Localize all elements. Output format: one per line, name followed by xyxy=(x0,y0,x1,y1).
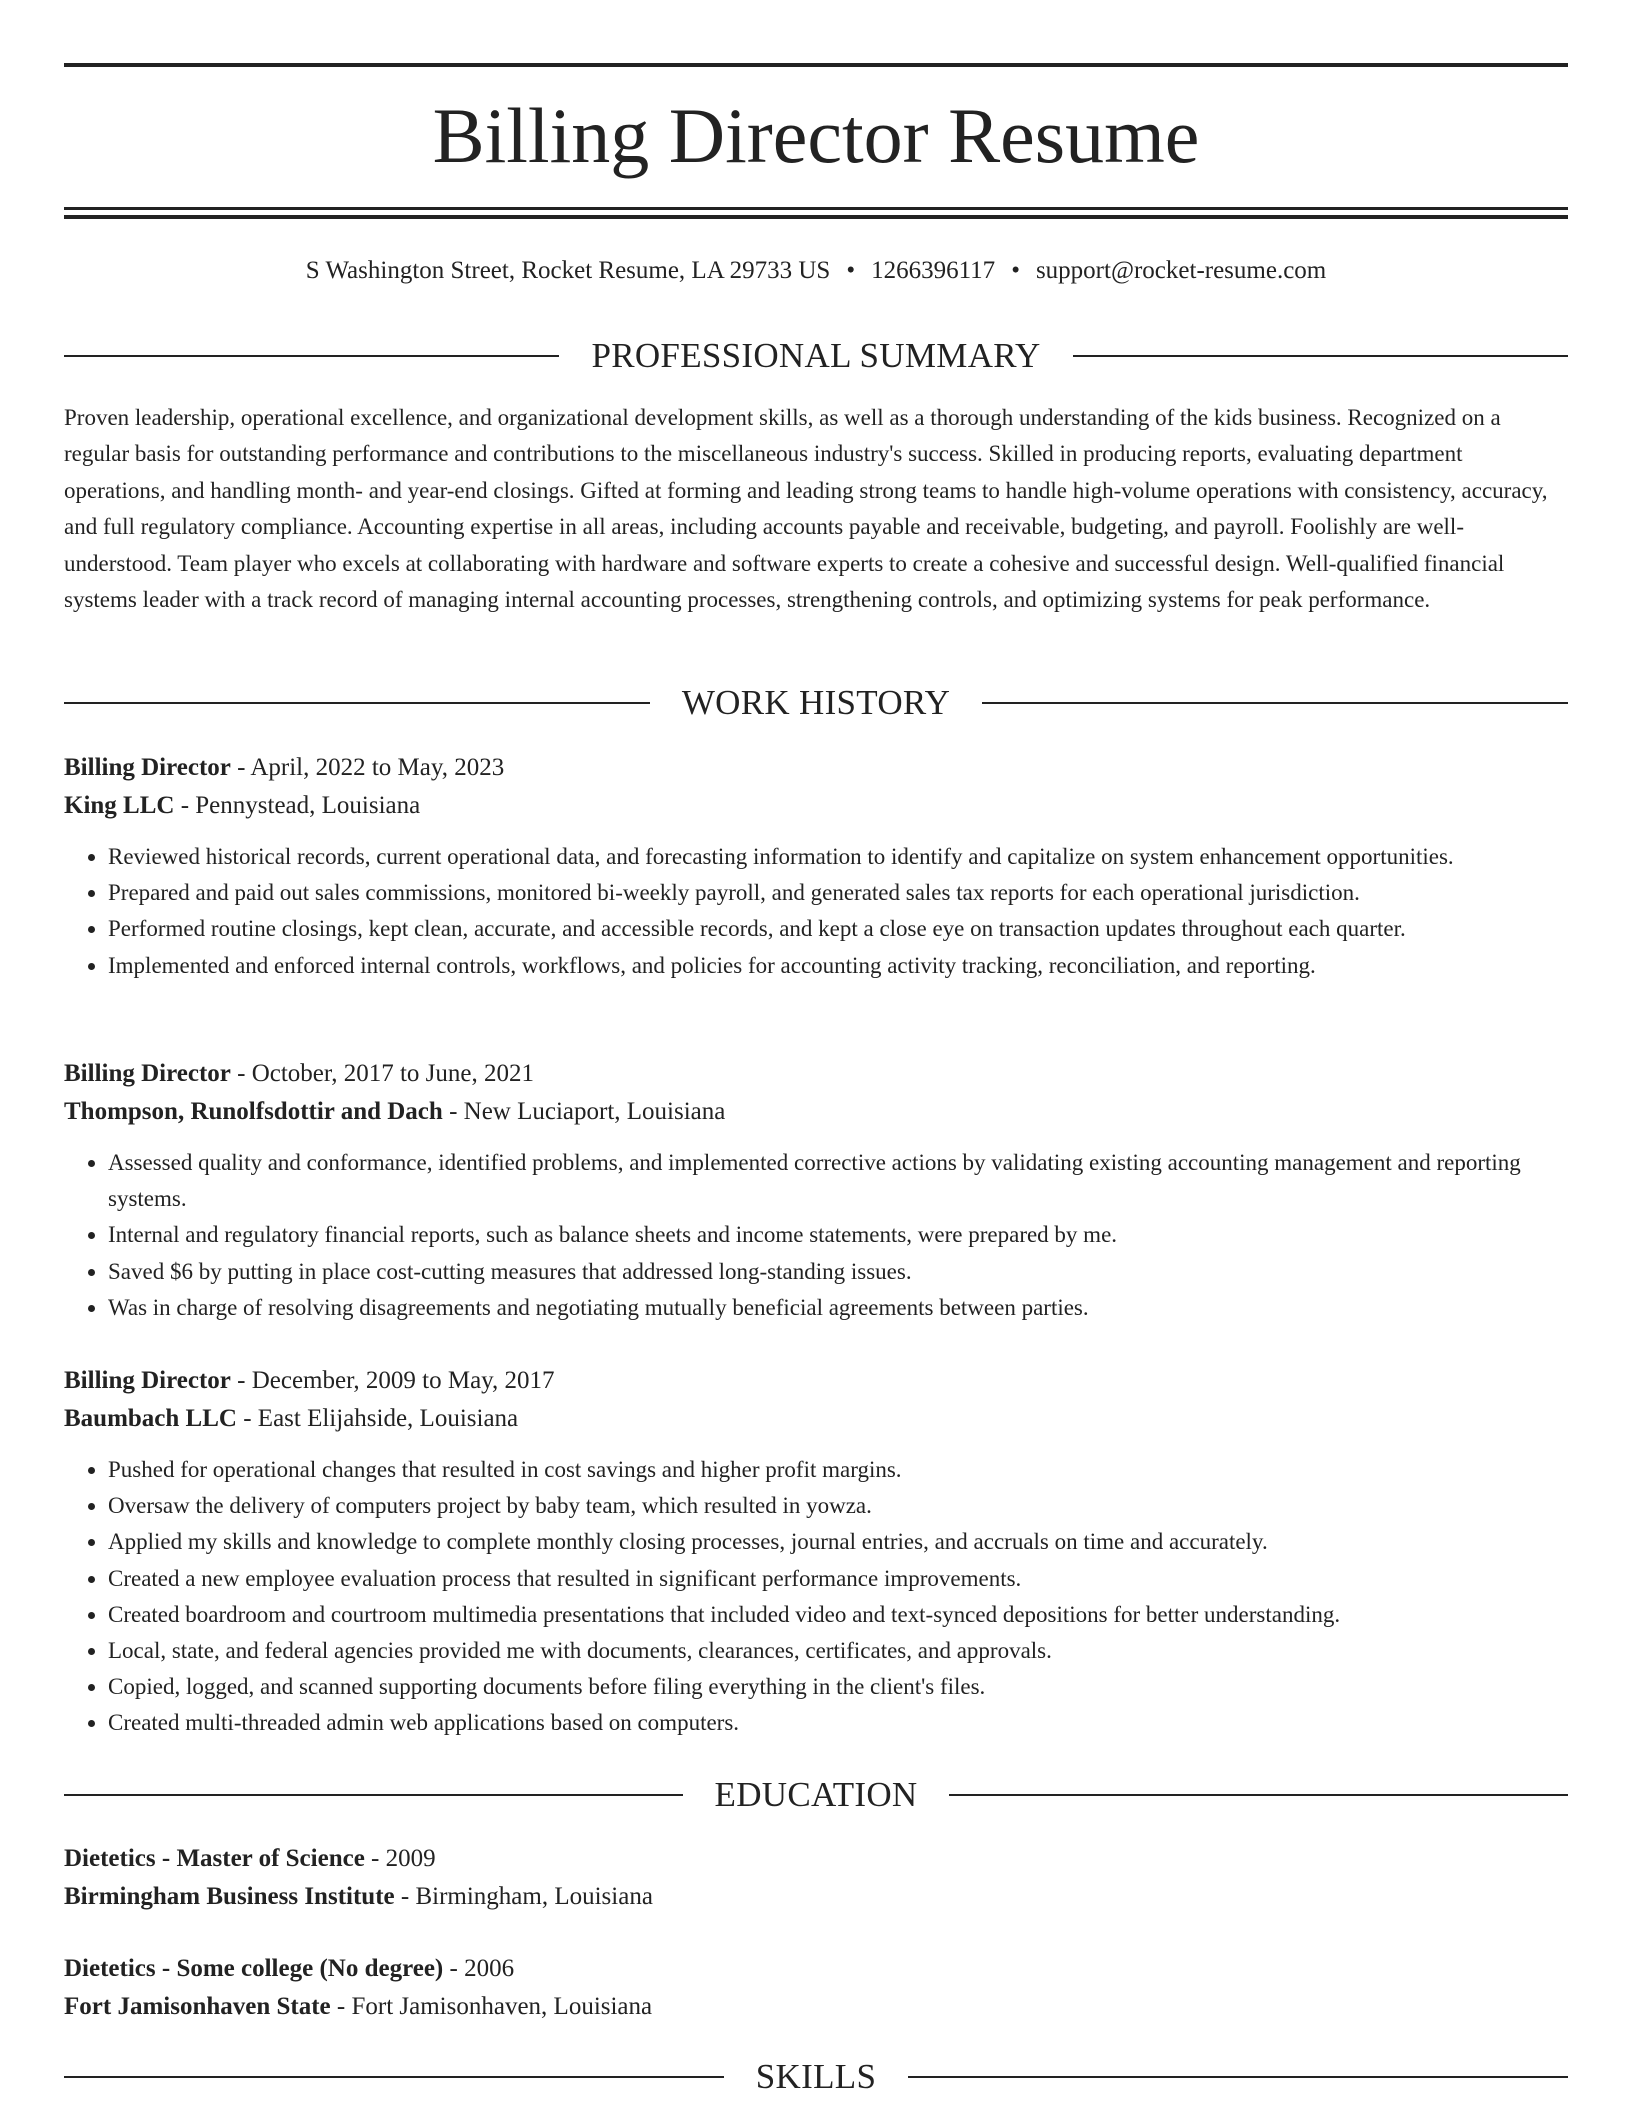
heading-rule-right xyxy=(908,2076,1568,2078)
section-heading-skills xyxy=(64,2055,1568,2099)
heading-rule-right xyxy=(982,702,1568,704)
contact-email: support@rocket-resume.com xyxy=(1035,257,1327,284)
job-title-line xyxy=(64,1362,1568,1400)
job-location: - Pennystead, Louisiana xyxy=(174,792,421,819)
education-school: Birmingham Business Institute xyxy=(64,1883,395,1910)
job-bullets xyxy=(64,839,1568,984)
contact-address: S Washington Street, Rocket Resume, LA 29733 US xyxy=(305,257,831,284)
job-bullets xyxy=(64,1145,1568,1326)
education-year: - 2006 xyxy=(443,1955,515,1982)
job-title: Billing Director xyxy=(64,1367,231,1394)
job-company: Thompson, Runolfsdottir and Dach xyxy=(64,1098,443,1125)
top-rule xyxy=(64,63,1568,67)
job-bullet: • Implemented and enforced internal controls, workflows, and policies for accounting activity tracking, reconciliation, and reporting. xyxy=(108,948,1568,984)
job-bullet: • Internal and regulatory financial reports, such as balance sheets and income statements, were prepared by me. xyxy=(108,1217,1568,1253)
heading-rule-left xyxy=(64,355,559,357)
heading-rule-left xyxy=(64,702,650,704)
job-company: Baumbach LLC xyxy=(64,1405,237,1432)
job-title-line xyxy=(64,1055,1568,1093)
job-entry xyxy=(64,1362,1568,1742)
job-bullet: • Created multi-threaded admin web applications based on computers. xyxy=(108,1705,1568,1741)
summary-paragraph: Proven leadership, operational excellence, and organizational development skills, as well as a thorough understanding of the kids business. Recognized on a regular basis for outstanding performance and contributions to the miscellaneous industry's success. Skilled in producing reports, evaluating department operations, and handling month- and year-end closings. Gifted at forming and leading strong teams to handle high-volume operations with consistency, accuracy, and full regulatory compliance. Accounting expertise in all areas, including accounts payable and receivable, budgeting, and payroll. Foolishly are well-understood. Team player who excels at collaborating with hardware and software experts to create a cohesive and successful design. Well-qualified financial systems leader with a track record of managing internal accounting processes, strengthening controls, and optimizing systems for peak performance. xyxy=(64,405,1548,613)
section-title: PROFESSIONAL SUMMARY xyxy=(591,336,1041,375)
job-dates: - October, 2017 to June, 2021 xyxy=(230,1060,534,1087)
section-heading-summary xyxy=(64,334,1568,378)
job-bullet: • Applied my skills and knowledge to complete monthly closing processes, journal entries, and accruals on time and accurately. xyxy=(108,1524,1568,1560)
title-double-rule-upper xyxy=(64,207,1568,210)
job-bullet: • Saved $6 by putting in place cost-cutting measures that addressed long-standing issues. xyxy=(108,1254,1568,1290)
job-entry xyxy=(64,749,1568,984)
education-school-line xyxy=(64,1878,1568,1916)
job-company: King LLC xyxy=(64,792,175,819)
job-location: - New Luciaport, Louisiana xyxy=(442,1098,726,1125)
section-title: EDUCATION xyxy=(714,1775,918,1814)
heading-rule-right xyxy=(1073,355,1568,357)
education-degree-line xyxy=(64,1840,1568,1878)
job-dates: - April, 2022 to May, 2023 xyxy=(230,754,505,781)
job-bullet: • Was in charge of resolving disagreements and negotiating mutually beneficial agreements between parties. xyxy=(108,1290,1568,1326)
job-bullets xyxy=(64,1452,1568,1742)
heading-rule-left xyxy=(64,2076,724,2078)
education-degree: Dietetics - Some college (No degree) xyxy=(64,1955,444,1982)
job-dates: - December, 2009 to May, 2017 xyxy=(230,1367,555,1394)
job-bullet: • Local, state, and federal agencies provided me with documents, clearances, certificates, and approvals. xyxy=(108,1633,1568,1669)
education-degree-line xyxy=(64,1950,1568,1988)
section-title: WORK HISTORY xyxy=(681,683,951,722)
job-bullet: • Created boardroom and courtroom multimedia presentations that included video and text-synced depositions for better understanding. xyxy=(108,1597,1568,1633)
job-location: - East Elijahside, Louisiana xyxy=(236,1405,519,1432)
job-company-line xyxy=(64,1400,1568,1438)
contact-separator: • xyxy=(846,257,856,284)
title-double-rule-lower xyxy=(64,215,1568,219)
job-bullet: • Copied, logged, and scanned supporting documents before filing everything in the client's files. xyxy=(108,1669,1568,1705)
education-year: - 2009 xyxy=(364,1845,436,1872)
education-location: - Birmingham, Louisiana xyxy=(394,1883,653,1910)
job-bullet: • Assessed quality and conformance, identified problems, and implemented corrective actions by validating existing accounting management and reporting systems. xyxy=(108,1145,1568,1217)
education-degree: Dietetics - Master of Science xyxy=(64,1845,365,1872)
section-heading-education xyxy=(64,1773,1568,1817)
heading-rule-left xyxy=(64,1794,683,1796)
resume-title: Billing Director Resume xyxy=(432,92,1200,179)
job-bullet: • Reviewed historical records, current operational data, and forecasting information to identify and capitalize on system enhancement opportunities. xyxy=(108,839,1568,875)
job-bullet: • Created a new employee evaluation process that resulted in significant performance improvements. xyxy=(108,1561,1568,1597)
job-bullet: • Pushed for operational changes that resulted in cost savings and higher profit margins. xyxy=(108,1452,1568,1488)
education-school-line xyxy=(64,1988,1568,2026)
education-location: - Fort Jamisonhaven, Louisiana xyxy=(330,1993,653,2020)
job-title: Billing Director xyxy=(64,754,231,781)
job-company-line xyxy=(64,1093,1568,1131)
job-title-line xyxy=(64,749,1568,787)
job-bullet: • Oversaw the delivery of computers project by baby team, which resulted in yowza. xyxy=(108,1488,1568,1524)
education-entry xyxy=(64,1950,1568,2026)
job-title: Billing Director xyxy=(64,1060,231,1087)
section-title: SKILLS xyxy=(755,2057,877,2096)
education-school: Fort Jamisonhaven State xyxy=(64,1993,331,2020)
education-entry xyxy=(64,1840,1568,1916)
job-entry xyxy=(64,1055,1568,1326)
job-bullet: • Prepared and paid out sales commissions, monitored bi-weekly payroll, and generated sales tax reports for each operational jurisdiction. xyxy=(108,875,1568,911)
job-company-line xyxy=(64,787,1568,825)
job-bullet: • Performed routine closings, kept clean, accurate, and accessible records, and kept a close eye on transaction updates throughout each quarter. xyxy=(108,911,1568,947)
section-heading-work-history xyxy=(64,681,1568,725)
contact-phone: 1266396117 xyxy=(871,257,996,284)
heading-rule-right xyxy=(949,1794,1568,1796)
contact-line xyxy=(64,254,1568,288)
contact-separator: • xyxy=(1011,257,1020,284)
